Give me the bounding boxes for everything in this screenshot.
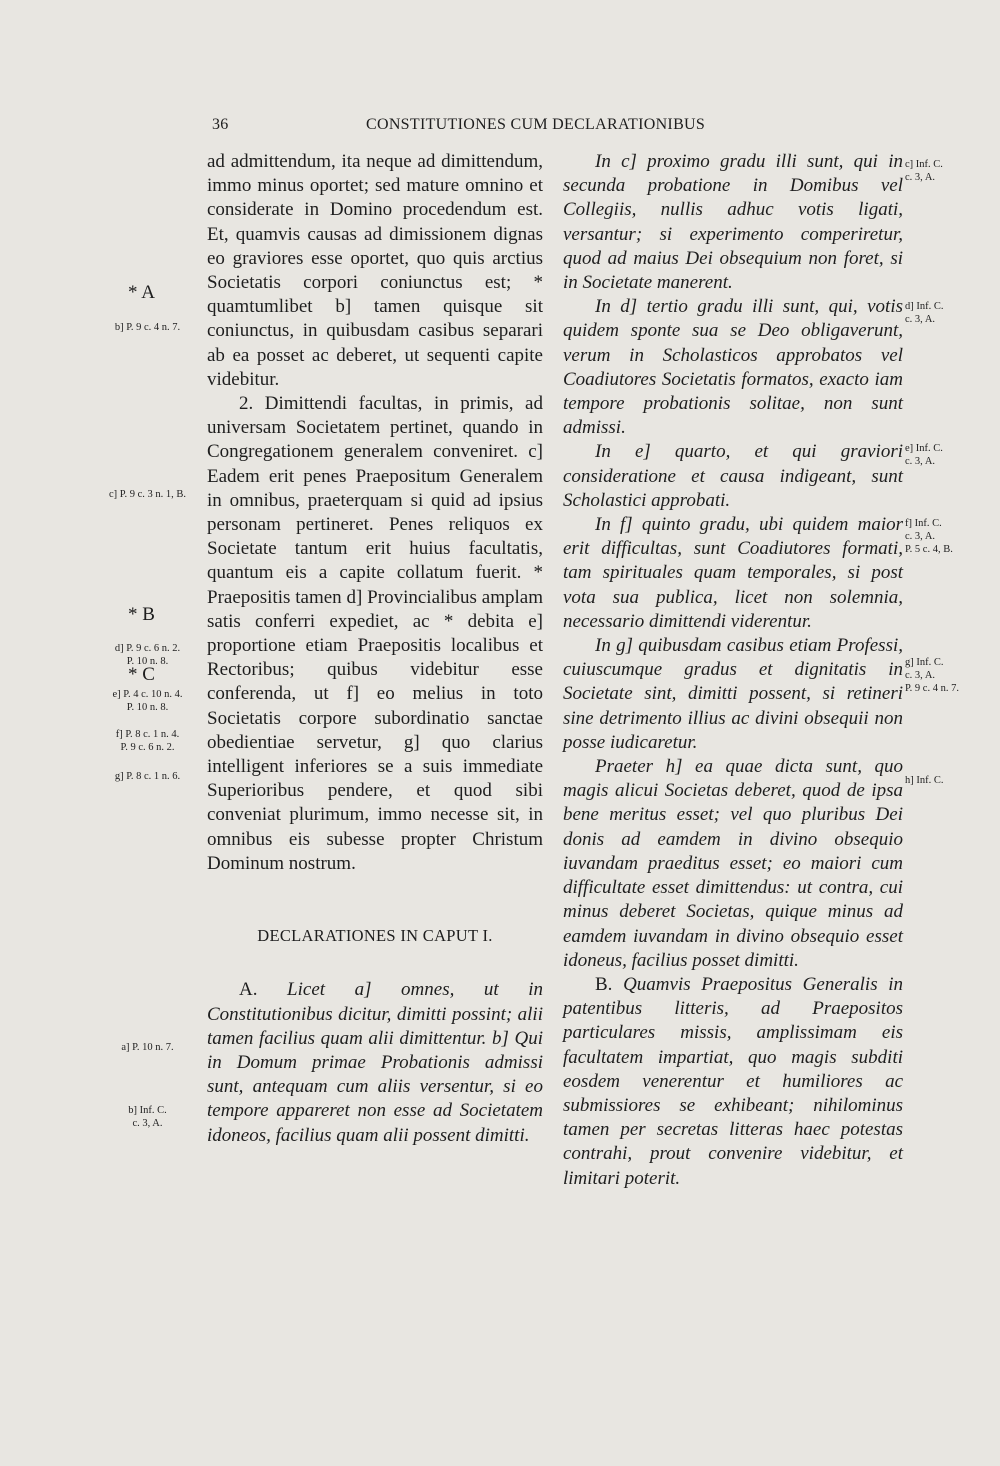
margin-right-f <box>905 517 1000 556</box>
paragraph-e: In e] quarto, et qui graviori consideratione et causa indigeant, sunt Scholastici approbati. <box>563 441 903 511</box>
margin-right-d-line1: d] Inf. C. <box>905 301 944 312</box>
margin-note-a: a] P. 10 n. 7. <box>121 1042 174 1053</box>
margin-right-c-line1: c] Inf. C. <box>905 159 943 170</box>
margin-note-f-line1: f] P. 8 c. 1 n. 4. <box>115 729 180 740</box>
margin-note-d-line1: d] P. 9 c. 6 n. 2. <box>114 643 181 654</box>
declaration-a-text: Licet a] omnes, ut in Constitutionibus dicitur, dimitti possint; alii tamen facilius quam alii dimittentur. b] Qui in Domum primae Probationis admissi sunt, antequam cum aliis versentur, si eo tempore appareret non esse ad Societatem idoneos, facilius quam alii possent dimitti. <box>207 979 544 1146</box>
margin-note-d <box>90 642 205 668</box>
margin-right-g-line2: c. 3, A. <box>905 670 936 681</box>
margin-right-g-line3: P. 9 c. 4 n. 7. <box>905 683 959 694</box>
margin-note-b: b] P. 9 c. 4 n. 7. <box>114 322 181 333</box>
margin-right-f-line1: f] Inf. C. <box>905 518 942 529</box>
margin-right-d-line2: c. 3, A. <box>905 314 936 325</box>
declaration-b-text: Quamvis Praepositus Generalis in patentibus litteris, ad Praepositos particulares missis, amplissimam eis facultatem impartiat, quo magis subditi eosdem venerentur et humiliores ac submissiores se exhibeant; nihilominus tamen per secretas litteras haec potestas contrahi, prout convenire videbitur, et limitari poterit. <box>563 973 904 1189</box>
margin-right-f-line2: c. 3, A. <box>905 531 936 542</box>
paragraph-1: ad admittendum, ita neque ad dimittendum, immo minus oportet; sed mature omnino et considerate in Domino procedendum est. Et, quamvis causas ad dimissionem dignas eo graviores esse oportet, quo quis arctius Societatis corpori coniunctus est; * quamtumlibet b] tamen quisque sit coniunctus, in quibusdam casibus separari ab ea posset ac deberet, ut sequenti capite videbitur. <box>207 151 543 390</box>
margin-right-h: h] Inf. C. <box>905 775 944 786</box>
margin-right-g <box>905 656 1000 695</box>
paragraph-d: In d] tertio gradu illi sunt, qui, votis quidem sponte sua se Deo obligaverunt, verum in Scholasticos approbatos vel Coadiutores Societatis formatos, exacto iam tempore probationis solitae, non sunt admissi. <box>563 296 903 439</box>
margin-right-f-line3: P. 5 c. 4, B. <box>905 544 953 555</box>
margin-right-c-line2: c. 3, A. <box>905 172 936 183</box>
paragraph-2: 2. Dimittendi facultas, in primis, ad universam Societatem pertinet, quando in Congregationem generalem conveniret. c] Eadem erit penes Praepositum Generalem in omnibus, praeterquam si quid ad ipsius personam pertineret. Penes reliquos ex Societate tantum erit huius facultatis, quantum eis a capite collatum fuerit. * Praepositis tamen d] Provincialibus amplam satis conferri expediet, ac * debita e] proportione etiam Praepositis localibus et Rectoribus; quibus videbitur esse conferenda, ut f] eo melius in toto Societatis corpore subordinatio sanctae obedientiae servetur, g] quo clarius intelligent inferiores se a suis immediate Superioribus pendere, et quod sibi conveniat plurimum, immo necesse sit, in omnibus eis subesse propter Christum Dominum nostrum. <box>207 393 543 874</box>
margin-note-f-line2: P. 9 c. 6 n. 2. <box>120 742 175 753</box>
left-column <box>207 150 543 1148</box>
declarations-title: DECLARATIONES IN CAPUT I. <box>257 926 493 946</box>
paragraph-f: In f] quinto gradu, ubi quidem maior erit difficultas, sunt Coadiutores formati, tam spirituales quam temporales, si post vota sua publica, licet non solemnia, necessario dimittendi viderentur. <box>563 514 903 632</box>
declaration-b <box>563 973 903 1191</box>
margin-note-g: g] P. 8 c. 1 n. 6. <box>114 771 181 782</box>
margin-right-e-line2: c. 3, A. <box>905 456 936 467</box>
right-column <box>563 150 903 1191</box>
paragraph-h: Praeter h] ea quae dicta sunt, quo magis alicui Societas deberet, quod de ipsa bene meritus esset; vel quo pluribus Dei donis ad eamdem in divino obsequio iuvandam praeditus esset; eo maiori cum difficultate esset dimittendus: ut contra, cui minus deberet Societas, quique minus ad eamdem iuvandam in divino obsequio esset idoneus, facilius posset dimitti. <box>563 756 903 971</box>
declaration-a <box>207 978 543 1147</box>
margin-note-b-inf-line2: c. 3, A. <box>132 1118 163 1129</box>
page-number: 36 <box>212 116 229 133</box>
margin-note-d-line2: P. 10 n. 8. <box>126 656 169 667</box>
margin-note-b-inf-line1: b] Inf. C. <box>128 1105 167 1116</box>
page-header <box>212 116 732 142</box>
margin-note-b-inf <box>90 1104 205 1130</box>
margin-right-d <box>905 300 1000 326</box>
marginal-star-c: * C <box>128 664 155 685</box>
margin-note-e-line2: P. 10 n. 8. <box>126 702 169 713</box>
margin-right-e-line1: e] Inf. C. <box>905 443 943 454</box>
marginal-star-b: * B <box>128 604 155 625</box>
margin-note-e-line1: e] P. 4 c. 10 n. 4. <box>112 689 183 700</box>
margin-right-c <box>905 158 1000 184</box>
paragraph-g: In g] quibusdam casibus etiam Professi, cuiuscumque gradus et dignitatis in Societate sint, dimitti possent, si retineri sine detrimento illius ac divini obsequii non posse iudicaretur. <box>563 635 903 753</box>
margin-right-g-line1: g] Inf. C. <box>905 657 944 668</box>
margin-note-e <box>90 688 205 714</box>
running-title: CONSTITUTIONES CUM DECLARATIONIBUS <box>366 116 706 133</box>
margin-note-f <box>90 728 205 754</box>
margin-right-e <box>905 442 1000 468</box>
declaration-b-lead: B. <box>595 973 613 995</box>
paragraph-c: In c] proximo gradu illi sunt, qui in secunda probatione in Domibus vel Collegiis, nullis adhuc votis ligati, versantur; si experimento comperiretur, quod ad maius Dei obsequium non foret, si in Societate manerent. <box>563 151 903 294</box>
margin-note-c: c] P. 9 c. 3 n. 1, B. <box>109 489 186 500</box>
declaration-a-lead: A. <box>239 979 258 1001</box>
marginal-star-a: * A <box>128 282 155 303</box>
